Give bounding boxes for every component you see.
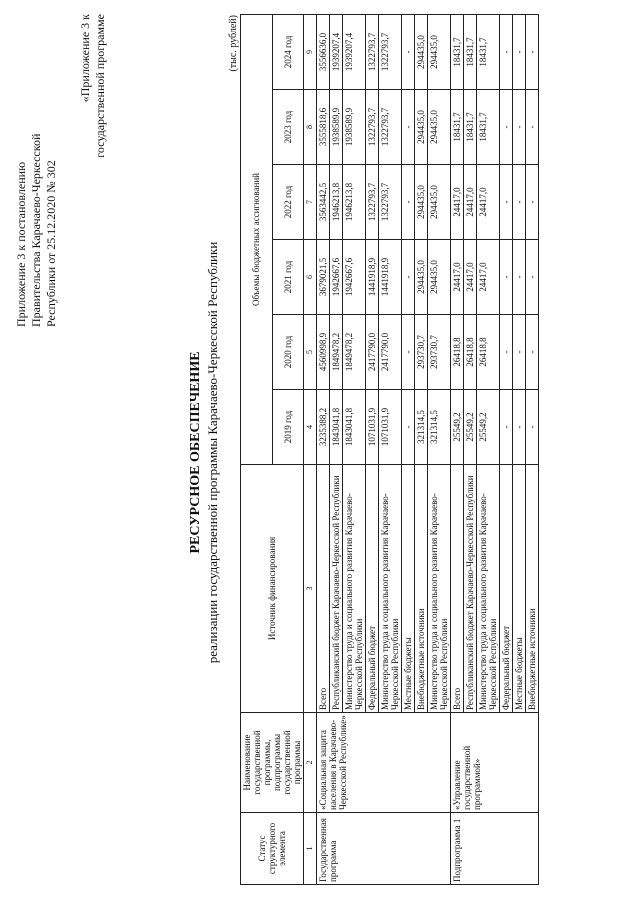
- value-cell: 1322793,7: [366, 90, 379, 165]
- value-cell: 1441918,9: [366, 240, 379, 315]
- appendix-line: Республики от 25.12.2020 № 302: [44, 160, 58, 327]
- value-cell: 294435,0: [428, 165, 451, 240]
- value-cell: 3555818,6: [317, 90, 330, 165]
- source-cell: Федеральный бюджет: [500, 465, 513, 713]
- status-cell: Государственная программа: [317, 813, 451, 885]
- value-cell: -: [526, 315, 539, 390]
- program-name-cell: «Социальная защита населения в Карачаево-Черкесской Республике»: [317, 713, 451, 813]
- value-cell: 4560998,9: [317, 315, 330, 390]
- value-cell: 294435,0: [415, 240, 428, 315]
- value-cell: 1849478,2: [343, 315, 366, 390]
- source-cell: Министерство труда и социального развития Карачаево-Черкесской Республики: [477, 465, 500, 713]
- value-cell: 1322793,7: [379, 165, 402, 240]
- source-cell: Местные бюджеты: [513, 465, 526, 713]
- value-cell: 1441918,9: [379, 240, 402, 315]
- value-cell: 321314,5: [415, 390, 428, 465]
- value-cell: -: [500, 165, 513, 240]
- appendix-line: Правительства Карачаево-Черкесской: [29, 133, 43, 327]
- appendix-line: Приложение 3 к постановлению: [14, 161, 28, 327]
- value-cell: 24417,0: [464, 240, 477, 315]
- value-cell: 1322793,7: [379, 90, 402, 165]
- column-index: 4: [304, 390, 317, 465]
- value-cell: 25549,2: [464, 390, 477, 465]
- value-cell: 1071031,9: [379, 390, 402, 465]
- value-cell: 294435,0: [428, 240, 451, 315]
- column-index: 3: [304, 465, 317, 713]
- column-index: 8: [304, 90, 317, 165]
- header-year: 2019 год: [272, 390, 304, 465]
- value-cell: 24417,0: [451, 165, 464, 240]
- unit-label: (тыс. рублей): [228, 15, 239, 72]
- value-cell: -: [526, 14, 539, 89]
- value-cell: -: [526, 90, 539, 165]
- source-cell: Внебюджетные источники: [415, 465, 428, 713]
- value-cell: 1946213,8: [330, 165, 343, 240]
- value-cell: 18431,7: [477, 14, 500, 89]
- header-volumes: Объемы бюджетных ассигнований: [241, 14, 273, 464]
- column-index: 2: [304, 713, 317, 813]
- appendix-line: «Приложение 3 к: [78, 14, 92, 103]
- value-cell: 294435,0: [415, 90, 428, 165]
- value-cell: -: [513, 90, 526, 165]
- value-cell: 26418,8: [477, 315, 500, 390]
- value-cell: 18431,7: [451, 90, 464, 165]
- value-cell: 3556636,0: [317, 14, 330, 89]
- value-cell: 24417,0: [477, 240, 500, 315]
- value-cell: -: [402, 90, 415, 165]
- value-cell: 1938589,9: [330, 90, 343, 165]
- value-cell: 1939207,4: [330, 14, 343, 89]
- value-cell: -: [526, 240, 539, 315]
- value-cell: -: [513, 165, 526, 240]
- value-cell: 1322793,7: [366, 14, 379, 89]
- value-cell: -: [500, 240, 513, 315]
- value-cell: 1322793,7: [366, 165, 379, 240]
- resource-table: [240, 14, 539, 885]
- index-row: [304, 14, 317, 884]
- value-cell: -: [500, 390, 513, 465]
- column-index: 5: [304, 315, 317, 390]
- value-cell: 24417,0: [464, 165, 477, 240]
- value-cell: 321314,5: [428, 390, 451, 465]
- value-cell: -: [402, 315, 415, 390]
- appendix-line: государственной программе: [93, 14, 107, 158]
- source-cell: Федеральный бюджет: [366, 465, 379, 713]
- value-cell: -: [513, 240, 526, 315]
- source-cell: Республиканский бюджет Карачаево-Черкесской Республики: [330, 465, 343, 713]
- value-cell: 293730,7: [428, 315, 451, 390]
- value-cell: -: [500, 315, 513, 390]
- header-source: Источник финансирования: [241, 465, 304, 713]
- value-cell: -: [513, 14, 526, 89]
- value-cell: 1071031,9: [366, 390, 379, 465]
- document-subtitle: реализации государственной программы Карачаево-Черкесской Республики: [205, 241, 220, 664]
- header-year: 2024 год: [272, 14, 304, 89]
- value-cell: 18431,7: [477, 90, 500, 165]
- value-cell: 294435,0: [428, 90, 451, 165]
- value-cell: 294435,0: [415, 14, 428, 89]
- appendix-program-header: [78, 14, 108, 229]
- value-cell: 18431,7: [451, 14, 464, 89]
- column-index: 9: [304, 14, 317, 89]
- value-cell: 26418,8: [451, 315, 464, 390]
- header-year: 2021 год: [272, 240, 304, 315]
- column-index: 6: [304, 240, 317, 315]
- table-row: [451, 14, 464, 884]
- value-cell: -: [526, 390, 539, 465]
- value-cell: 1322793,7: [379, 14, 402, 89]
- value-cell: -: [402, 14, 415, 89]
- value-cell: 293730,7: [415, 315, 428, 390]
- value-cell: 18431,7: [464, 14, 477, 89]
- value-cell: -: [513, 390, 526, 465]
- column-index: 1: [304, 813, 317, 885]
- value-cell: 3563442,5: [317, 165, 330, 240]
- source-cell: Министерство труда и социального развития Карачаево-Черкесской Республики: [428, 465, 451, 713]
- value-cell: 2417790,0: [379, 315, 402, 390]
- value-cell: -: [402, 240, 415, 315]
- value-cell: 26418,8: [464, 315, 477, 390]
- value-cell: 2417790,0: [366, 315, 379, 390]
- value-cell: 1946213,8: [343, 165, 366, 240]
- value-cell: -: [513, 315, 526, 390]
- value-cell: 294435,0: [415, 165, 428, 240]
- header-year: 2022 год: [272, 165, 304, 240]
- table-row: [317, 14, 330, 884]
- value-cell: -: [402, 390, 415, 465]
- status-cell: Подпрограмма 1: [451, 813, 539, 885]
- header-status: Статус структурного элемента: [241, 813, 304, 885]
- value-cell: 294435,0: [428, 14, 451, 89]
- value-cell: 1938589,9: [343, 90, 366, 165]
- table-body: [317, 14, 539, 884]
- appendix-header: [14, 27, 59, 327]
- value-cell: 1942667,6: [330, 240, 343, 315]
- source-cell: Республиканский бюджет Карачаево-Черкесской Республики: [464, 465, 477, 713]
- source-cell: Внебюджетные источники: [526, 465, 539, 713]
- source-cell: Всего: [451, 465, 464, 713]
- value-cell: 1942667,6: [343, 240, 366, 315]
- document-title: РЕСУРСНОЕ ОБЕСПЕЧЕНИЕ: [188, 351, 203, 554]
- value-cell: -: [402, 165, 415, 240]
- value-cell: -: [500, 90, 513, 165]
- value-cell: 18431,7: [464, 90, 477, 165]
- value-cell: 24417,0: [477, 165, 500, 240]
- value-cell: 1843041,8: [330, 390, 343, 465]
- source-cell: Всего: [317, 465, 330, 713]
- source-cell: Министерство труда и социального развития Карачаево-Черкесской Республики: [343, 465, 366, 713]
- header-year: 2020 год: [272, 315, 304, 390]
- value-cell: 1939207,4: [343, 14, 366, 89]
- header-year: 2023 год: [272, 90, 304, 165]
- program-name-cell: «Управление государственной программой»: [451, 713, 539, 813]
- value-cell: 25549,2: [477, 390, 500, 465]
- value-cell: 3235388,2: [317, 390, 330, 465]
- value-cell: 24417,0: [451, 240, 464, 315]
- value-cell: -: [500, 14, 513, 89]
- value-cell: 3679021,5: [317, 240, 330, 315]
- source-cell: Местные бюджеты: [402, 465, 415, 713]
- value-cell: 25549,2: [451, 390, 464, 465]
- value-cell: 1849478,2: [330, 315, 343, 390]
- column-index: 7: [304, 165, 317, 240]
- value-cell: 1843041,8: [343, 390, 366, 465]
- source-cell: Министерство труда и социального развития Карачаево-Черкесской Республики: [379, 465, 402, 713]
- header-name: Наименование государственной программы, подпрограммы государственной программы: [241, 713, 304, 813]
- value-cell: -: [526, 165, 539, 240]
